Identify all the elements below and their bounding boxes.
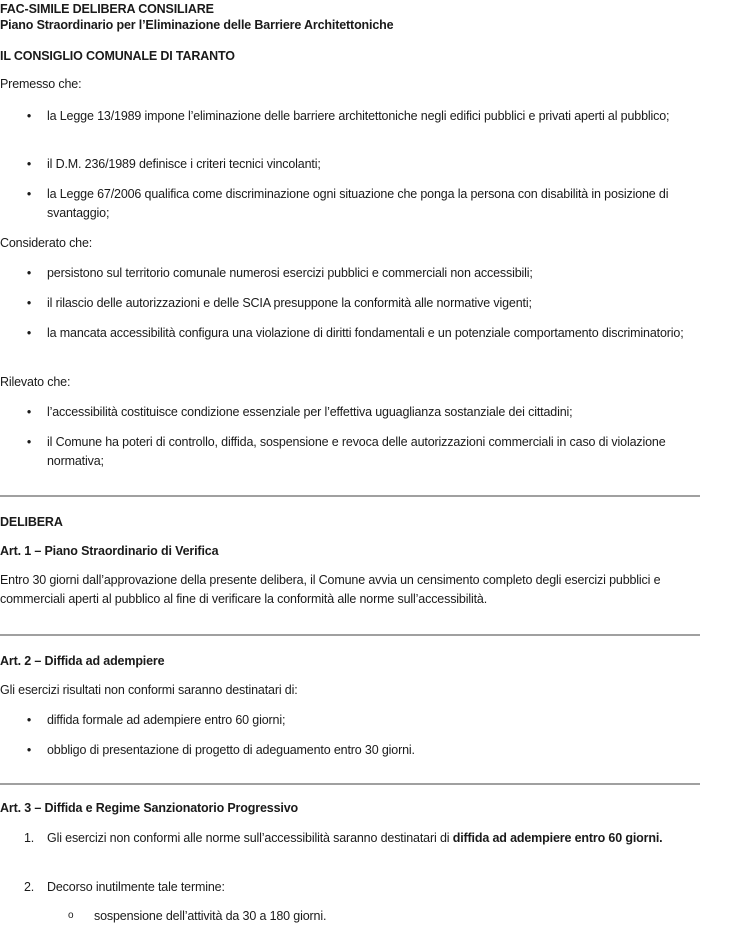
bullet-icon: • (26, 743, 32, 757)
considerato-label: Considerato che: (0, 236, 93, 250)
bullet-icon: • (26, 157, 32, 171)
list-item (26, 294, 702, 313)
list-item (26, 107, 702, 126)
list-item (26, 711, 702, 730)
list-item-text: il rilascio delle autorizzazioni e delle SCIA presuppone la conformità alle normative vigenti; (47, 296, 532, 310)
list-item-text: persistono sul territorio comunale numerosi esercizi pubblici e commerciali non accessibili; (47, 266, 533, 280)
art1-title: Art. 1 – Piano Straordinario di Verifica (0, 544, 219, 558)
list-item-text: obbligo di presentazione di progetto di adeguamento entro 30 giorni. (47, 743, 415, 757)
rilevato-label: Rilevato che: (0, 375, 71, 389)
numbered-item (23, 878, 702, 897)
item-number: 2. (23, 880, 35, 894)
numbered-item (23, 829, 702, 848)
bullet-icon: • (26, 187, 32, 201)
bullet-icon: • (26, 405, 32, 419)
list-item-text: l’accessibilità costituisce condizione essenziale per l’effettiva uguaglianza sostanziale dei cittadini; (47, 405, 573, 419)
list-item-text: la Legge 67/2006 qualifica come discriminazione ogni situazione che ponga la persona con disabilità in posizione di svantaggio; (47, 187, 669, 220)
list-item (26, 403, 702, 422)
bullet-icon: • (26, 109, 32, 123)
list-item-text: il D.M. 236/1989 definisce i criteri tecnici vincolanti; (47, 157, 321, 171)
bullet-icon: • (26, 296, 32, 310)
list-item-text: la Legge 13/1989 impone l’eliminazione delle barriere architettoniche negli edifici pubblici e privati aperti al pubblico; (47, 109, 670, 123)
list-item (26, 185, 702, 222)
list-item-text: diffida formale ad adempiere entro 60 giorni; (47, 713, 286, 727)
art1-text: Entro 30 giorni dall’approvazione della presente delibera, il Comune avvia un censimento completo degli esercizi pubblici e commerciali aperti al pubblico al fine di verificare la conformità alle norme sull’accessibilità. (0, 573, 661, 606)
item-text: Decorso inutilmente tale termine: (47, 880, 225, 894)
council-heading: IL CONSIGLIO COMUNALE DI TARANTO (0, 49, 235, 63)
list-item (26, 433, 702, 470)
list-item (26, 264, 702, 283)
delibera-heading: DELIBERA (0, 515, 63, 529)
divider (0, 634, 700, 636)
item-number: 1. (23, 831, 35, 845)
item-end: . (659, 831, 663, 845)
list-item-text: la mancata accessibilità configura una violazione di diritti fondamentali e un potenziale comportamento discriminatorio; (47, 326, 684, 340)
bullet-icon: • (26, 435, 32, 449)
art2-title: Art. 2 – Diffida ad adempiere (0, 654, 165, 668)
circle-bullet-icon: o (68, 910, 74, 921)
premesso-label: Premesso che: (0, 77, 82, 91)
document-title: FAC-SIMILE DELIBERA CONSILIARE (0, 2, 214, 16)
item-text: Gli esercizi non conformi alle norme sull’accessibilità saranno destinatari di (47, 831, 453, 845)
item-bold-text: diffida ad adempiere entro 60 giorni (452, 831, 660, 845)
bullet-icon: • (26, 266, 32, 280)
list-item (26, 741, 702, 760)
list-item (26, 155, 702, 174)
art3-title: Art. 3 – Diffida e Regime Sanzionatorio Progressivo (0, 801, 298, 815)
list-item-text: il Comune ha poteri di controllo, diffida, sospensione e revoca delle autorizzazioni commerciali in caso di violazione normativa; (47, 435, 666, 468)
bullet-icon: • (26, 326, 32, 340)
divider (0, 495, 700, 497)
sub-list-item (68, 907, 702, 926)
art2-intro: Gli esercizi risultati non conformi saranno destinatari di: (0, 683, 298, 697)
divider (0, 783, 700, 785)
bullet-icon: • (26, 713, 32, 727)
sub-item-text: sospensione dell’attività da 30 a 180 giorni. (94, 909, 327, 923)
document-subtitle: Piano Straordinario per l’Eliminazione delle Barriere Architettoniche (0, 18, 394, 32)
list-item (26, 324, 702, 343)
